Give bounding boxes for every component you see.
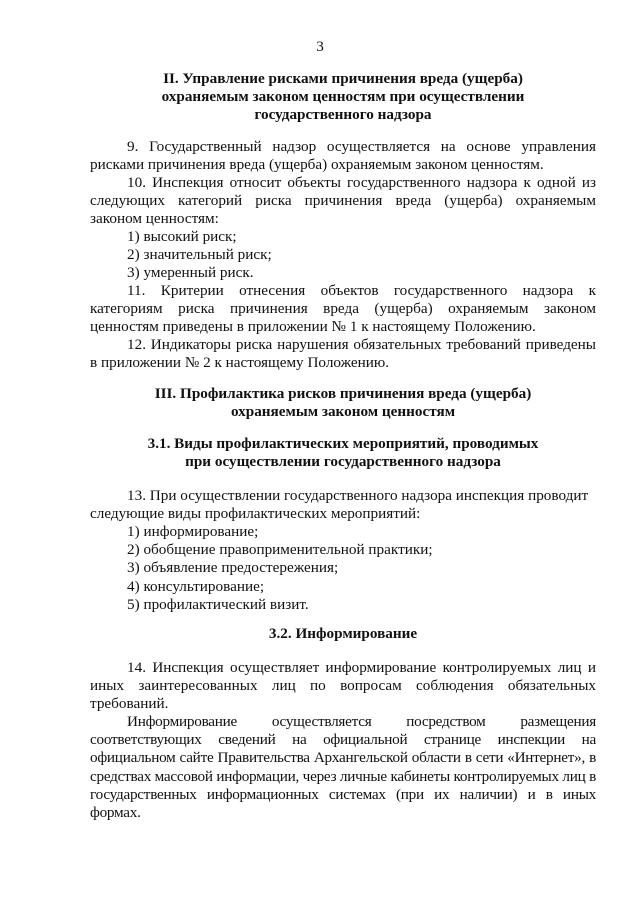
list-item: 1) информирование; (127, 523, 259, 540)
section-2-heading: II. Управление рисками причинения вреда (ущерба) охраняемым законом ценностям при осуществлении государственного надзора (161, 70, 525, 124)
paragraph-10: 10. Инспекция относит объекты государственного надзора к одной из следующих категорий риска причинения вреда (ущерба) охраняемым законом ценностям: (90, 174, 596, 228)
list-item: 4) консультирование; (127, 577, 265, 595)
page-number: 3 (316, 38, 324, 55)
list-item: 2) обобщение правоприменительной практики; (127, 541, 433, 559)
list-item: 5) профилактический визит. (127, 595, 309, 613)
section-3-heading: III. Профилактика рисков причинения вреда (ущерба) охраняемым законом ценностям (154, 385, 532, 421)
list-item: 3) умеренный риск. (127, 264, 254, 282)
paragraph-9: 9. Государственный надзор осуществляется на основе управления рисками причинения вреда (ущерба) охраняемым законом ценностям. (90, 138, 596, 174)
risk-category-list (90, 228, 596, 283)
paragraph-14: 14. Инспекция осуществляет информирование контролируемых лиц и иных заинтересованных лиц по вопросам соблюдения обязательных требований. (90, 659, 596, 713)
subsection-3-1-heading: 3.1. Виды профилактических мероприятий, проводимых при осуществлении государственного надзора (147, 435, 539, 471)
list-item: 3) объявление предостережения; (127, 559, 339, 577)
list-item: 2) значительный риск; (127, 246, 272, 264)
preventive-measures-list (90, 523, 596, 614)
list-item: 1) высокий риск; (127, 228, 237, 245)
paragraph-12: 12. Индикаторы риска нарушения обязательных требований приведены в приложении № 2 к настоящему Положению. (90, 336, 596, 372)
subsection-3-2-heading: 3.2. Информирование (268, 625, 418, 642)
paragraph-11: 11. Критерии отнесения объектов государственного надзора к категориям риска причинения вреда (ущерба) охраняемым законом ценностям приведены в приложении № 1 к настоящему Положению. (90, 282, 596, 336)
paragraph-14-informing: Информирование осуществляется посредством размещения соответствующих сведений на официальной странице инспекции на официальном сайте Правительства Архангельской области в сети «Интернет», в средствах массовой информации, через личные кабинеты контролируемых лиц в государственных информационных системах (при их наличии) и в иных формах. (90, 713, 596, 822)
paragraph-13: 13. При осуществлении государственного надзора инспекция проводит следующие виды профилактических мероприятий: (90, 487, 589, 523)
